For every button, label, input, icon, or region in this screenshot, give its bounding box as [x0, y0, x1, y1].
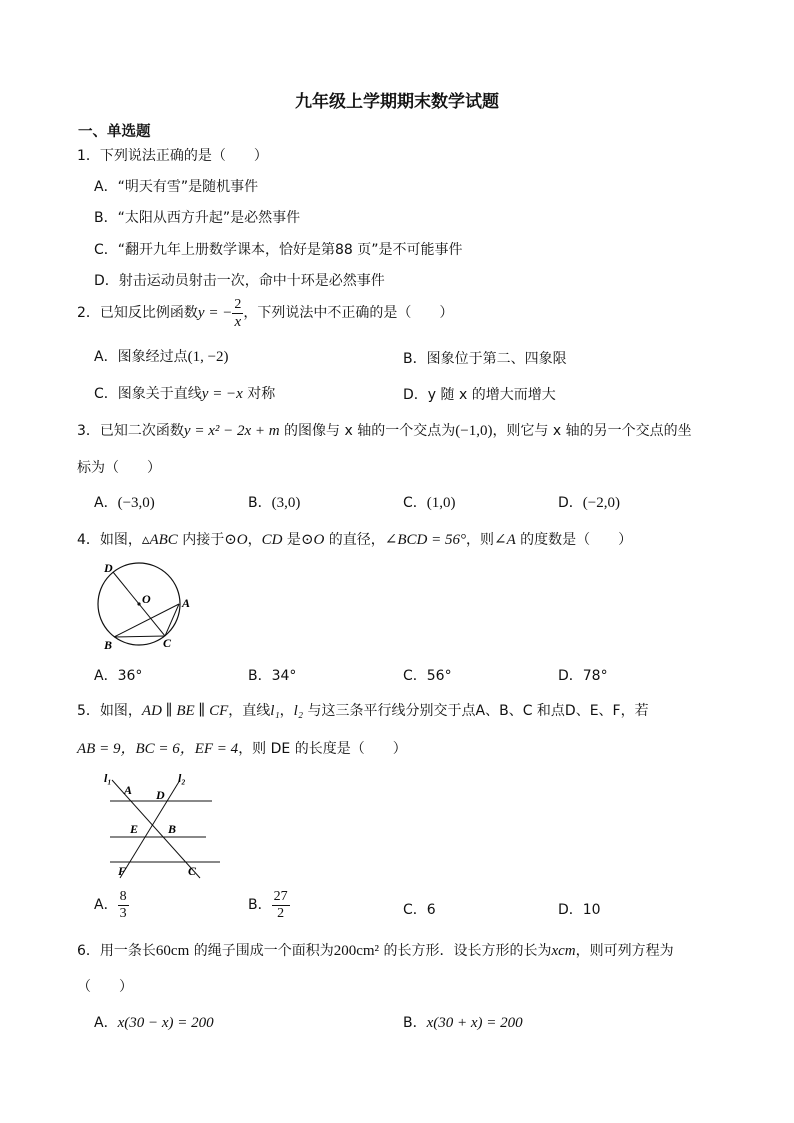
- q5-option-a-numerator: 8: [119, 888, 127, 904]
- q4-text-3: 是: [282, 532, 301, 548]
- q4-diameter: CD: [261, 532, 283, 548]
- section-heading: 一、单选题: [78, 124, 151, 140]
- q2-option-c-label: C．图象关于直线: [94, 386, 202, 402]
- q2-option-c: [94, 383, 275, 403]
- q3-point: (−1,0): [455, 423, 493, 439]
- q3-option-a-label: A．: [94, 495, 118, 511]
- q4-option-a: A．36°: [94, 668, 143, 684]
- q2-stem-post: ，下列说法中不正确的是（ ）: [243, 305, 454, 321]
- q4-label-d: D: [104, 561, 113, 575]
- q4-circle-2: ⊙O: [300, 532, 325, 548]
- q5-option-c: C．6: [403, 902, 436, 918]
- q4-triangle: ▵ABC: [141, 532, 178, 548]
- q3-option-c: [403, 492, 456, 512]
- q6-option-a-label: A．: [94, 1015, 118, 1031]
- q2-stem: [77, 295, 453, 331]
- q2-stem-pre: 2．已知反比例函数: [77, 305, 198, 321]
- q5-option-b-label: B．: [248, 897, 272, 913]
- q4-option-c: C．56°: [403, 668, 452, 684]
- q4-angle: ∠BCD = 56°: [384, 532, 466, 548]
- q4-line-bc: [114, 636, 165, 637]
- q3-option-d: [558, 492, 620, 512]
- q2-function-lhs: y = −: [197, 305, 233, 321]
- q3-option-a: [94, 492, 155, 512]
- q5-stem-pre: 5．如图，: [77, 703, 142, 719]
- q6-option-b-label: B．: [403, 1015, 427, 1031]
- q3-stem-line2: 标为（ ）: [77, 460, 161, 476]
- q3-stem: [77, 420, 692, 440]
- q4-stem-pre: 4．如图，: [77, 532, 142, 548]
- q5-label-e: E: [130, 822, 139, 836]
- q5-label-l1: l₁: [104, 771, 112, 785]
- q6-text-1: 的绳子围成一个面积为: [189, 943, 334, 959]
- page-title: 九年级上学期期末数学试题: [295, 92, 499, 112]
- q4-option-d: D．78°: [558, 668, 608, 684]
- q3-option-b: [248, 492, 300, 512]
- q4-label-c: C: [163, 636, 172, 650]
- q2-option-c-post: 对称: [242, 386, 276, 402]
- q6-option-b: [403, 1012, 523, 1032]
- q1-option-b: B．“太阳从西方升起”是必然事件: [94, 210, 301, 226]
- q6-stem-line2: （ ）: [77, 979, 133, 995]
- q4-circle: ⊙O: [224, 532, 248, 548]
- q5-label-l2: l₂: [178, 771, 186, 785]
- q2-function-fraction: [232, 297, 243, 330]
- q6-stem: [77, 940, 674, 960]
- q6-option-a-math: x(30 − x) = 200: [117, 1015, 214, 1031]
- q2-option-a-label: A．图象经过点: [94, 349, 188, 365]
- q5-option-a-denominator: 3: [119, 905, 127, 921]
- q5-option-a-label: A．: [94, 897, 118, 913]
- q4-text-1: 内接于: [177, 532, 225, 548]
- q5-option-b-denominator: 2: [277, 905, 285, 921]
- q4-text-5: ，则: [466, 532, 494, 548]
- q4-label-a: A: [182, 596, 191, 610]
- q4-center-dot: [137, 602, 140, 605]
- q3-stem-pre: 3．已知二次函数: [77, 423, 184, 439]
- q4-circle-figure: [92, 558, 202, 654]
- q5-option-d: D．10: [558, 902, 601, 918]
- q4-label-o: O: [142, 592, 151, 606]
- q5-label-c: C: [188, 864, 197, 878]
- q4-stem: [77, 529, 632, 549]
- q5-stem-line2: [77, 737, 407, 758]
- q5-stem: [77, 700, 649, 720]
- q5-option-b-fraction: [272, 889, 290, 922]
- q6-text-3: ，则可列方程为: [575, 943, 674, 959]
- q5-option-a: [94, 885, 129, 925]
- q2-option-c-math: y = −x: [201, 386, 243, 402]
- q6-x: xcm: [551, 943, 576, 959]
- q3-option-b-label: B．: [248, 495, 272, 511]
- q2-fraction-numerator: 2: [234, 296, 242, 312]
- q3-option-a-math: (−3,0): [117, 495, 155, 511]
- q1-stem: 1．下列说法正确的是（ ）: [77, 148, 268, 164]
- q6-stem-pre: 6．用一条长: [77, 943, 156, 959]
- q4-option-b: B．34°: [248, 668, 297, 684]
- q4-label-b: B: [104, 638, 113, 652]
- q4-angle-a: ∠A: [494, 532, 516, 548]
- q5-parallel: AD ∥ BE ∥ CF: [141, 703, 229, 719]
- q4-text-4: 的直径，: [324, 532, 385, 548]
- q2-option-a-math: (1, −2): [187, 349, 229, 365]
- q1-option-a: A．“明天有雪”是随机事件: [94, 179, 259, 195]
- q5-label-d: D: [156, 788, 165, 802]
- q5-parallel-lines-figure: [100, 770, 225, 882]
- q5-label-b: B: [168, 822, 177, 836]
- q5-text-3: 与这三条平行线分别交于点A、B、C 和点D、E、F，若: [303, 703, 649, 719]
- q2-option-d: D．y 随 x 的增大而增大: [403, 387, 556, 403]
- q5-text-4: ，则 DE 的长度是（ ）: [238, 741, 407, 757]
- q5-option-b: [248, 885, 290, 925]
- q5-option-a-fraction: [118, 889, 129, 922]
- q5-l2: l₂: [293, 703, 304, 719]
- q6-option-b-math: x(30 + x) = 200: [426, 1015, 523, 1031]
- q1-option-c: C．“翻开九年上册数学课本，恰好是第88 页”是不可能事件: [94, 242, 463, 258]
- q3-function: y = x² − 2x + m: [183, 423, 280, 439]
- q4-text-2: ，: [247, 532, 262, 548]
- q5-option-b-numerator: 27: [273, 888, 288, 904]
- q3-option-d-math: (−2,0): [582, 495, 620, 511]
- q6-length: 60cm: [155, 943, 190, 959]
- q4-text-6: 的度数是（ ）: [515, 532, 633, 548]
- q3-option-c-label: C．: [403, 495, 427, 511]
- q3-stem-mid: 的图像与 x 轴的一个交点为: [279, 423, 456, 439]
- q1-option-d: D．射击运动员射击一次，命中十环是必然事件: [94, 273, 385, 289]
- q6-area: 200cm²: [333, 943, 380, 959]
- q3-option-b-math: (3,0): [271, 495, 301, 511]
- q3-option-c-math: (1,0): [426, 495, 456, 511]
- q2-option-b: B．图象位于第二、四象限: [403, 351, 567, 367]
- q5-text-2: ，: [279, 703, 294, 719]
- q5-label-f: F: [118, 864, 127, 878]
- q5-text-1: ，直线: [228, 703, 271, 719]
- q5-condition: AB = 9，BC = 6，EF = 4: [77, 741, 239, 757]
- q2-fraction-denominator: x: [234, 313, 242, 330]
- q5-l1: l₁: [270, 703, 280, 719]
- q6-option-a: [94, 1012, 214, 1032]
- q3-stem-post: ，则它与 x 轴的另一个交点的坐: [492, 423, 692, 439]
- q3-option-d-label: D．: [558, 495, 583, 511]
- q6-text-2: 的长方形．设长方形的长为: [379, 943, 552, 959]
- q5-label-a: A: [124, 783, 133, 797]
- q2-option-a: [94, 346, 229, 366]
